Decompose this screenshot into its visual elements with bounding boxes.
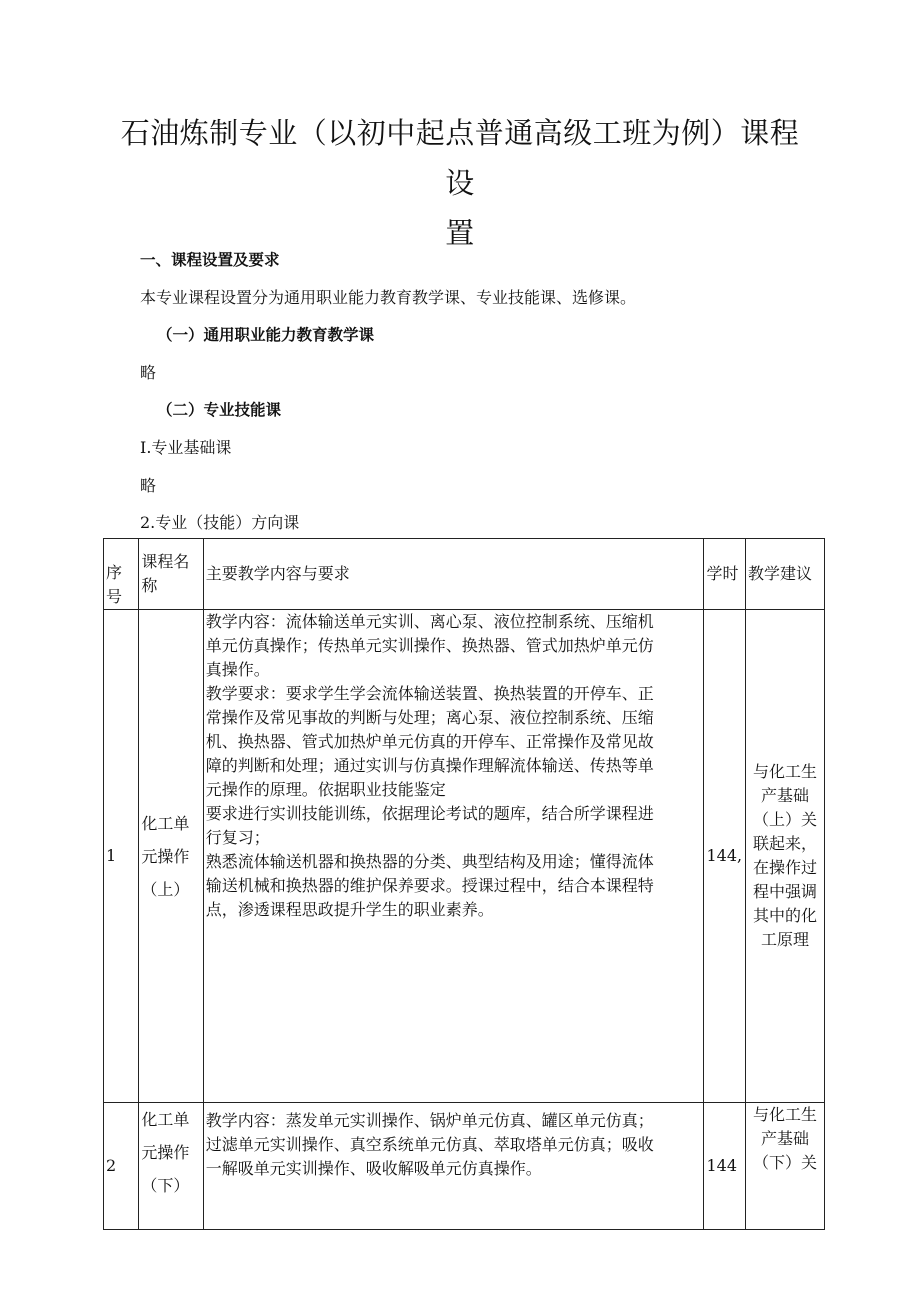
content-line: 元操作的原理。依据职业技能鉴定	[205, 780, 446, 799]
advice-line: 联起来，	[753, 834, 818, 853]
advice-line: 其中的化	[753, 906, 818, 925]
title-line-1: 石油炼制专业（以初中起点普通高级工班为例）课程设	[120, 116, 800, 200]
row-content	[203, 1103, 704, 1230]
table-row	[104, 610, 825, 1103]
header-content: 主要教学内容与要求	[203, 539, 704, 610]
advice-line: 工原理	[761, 930, 810, 949]
content-line: 教学内容：流体输送单元实训、离心泵、液位控制系统、压缩机	[205, 612, 654, 631]
title-line-2: 置	[445, 216, 475, 250]
section-1-1-body: 略	[140, 363, 157, 382]
page-title	[120, 108, 800, 258]
content-line: 点，渗透课程思政提升学生的职业素养。	[205, 900, 494, 919]
advice-line: 与化工生	[753, 762, 818, 781]
row-content	[203, 610, 704, 1103]
row-seq: 2	[104, 1103, 139, 1230]
row-seq: 1	[104, 610, 139, 1103]
advice-line: 程中强调	[753, 882, 818, 901]
table-row	[104, 1103, 825, 1230]
advice-line: 在操作过	[753, 858, 818, 877]
content-line: 行复习；	[205, 828, 270, 847]
content-line: 单元仿真操作；传热单元实训操作、换热器、管式加热炉单元仿	[205, 636, 654, 655]
header-seq: 序号	[104, 539, 139, 610]
section-1-2-2-heading: 2.专业（技能）方向课	[140, 513, 300, 532]
section-1-2-heading: （二）专业技能课	[157, 401, 282, 419]
content-line: 一解吸单元实训操作、吸收解吸单元仿真操作。	[205, 1159, 542, 1178]
content-line: 过滤单元实训操作、真空系统单元仿真、萃取塔单元仿真；吸收	[205, 1135, 654, 1154]
advice-line: 与化工生	[753, 1105, 818, 1124]
advice-line: （上）关	[753, 810, 818, 829]
row-hours: 144,	[704, 610, 746, 1103]
row-advice	[746, 1103, 825, 1230]
header-name: 课程名称	[139, 539, 203, 610]
row-name: 化工单元操作（下）	[139, 1103, 203, 1230]
section-1-body: 本专业课程设置分为通用职业能力教育教学课、专业技能课、选修课。	[140, 288, 637, 307]
content-line: 机、换热器、管式加热炉单元仿真的开停车、正常操作及常见故	[205, 732, 654, 751]
section-1-2-1-body: 略	[140, 476, 157, 495]
section-1-heading: 一、课程设置及要求	[140, 251, 280, 269]
content-line: 输送机械和换热器的维护保养要求。授课过程中，结合本课程特	[205, 876, 654, 895]
table-header-row	[104, 539, 825, 610]
content-line: 障的判断和处理；通过实训与仿真操作理解流体输送、传热等单	[205, 756, 654, 775]
header-advice: 教学建议	[746, 539, 825, 610]
content-line: 真操作。	[205, 660, 270, 679]
content-line: 熟悉流体输送机器和换热器的分类、典型结构及用途；懂得流体	[205, 852, 654, 871]
advice-line: 产基础	[761, 786, 810, 805]
advice-line: 产基础	[761, 1129, 810, 1148]
content-line: 要求进行实训技能训练，依据理论考试的题库，结合所学课程进	[205, 804, 654, 823]
row-hours: 144	[704, 1103, 746, 1230]
row-name: 化工单元操作（上）	[139, 610, 203, 1103]
row-advice	[746, 610, 825, 1103]
content-line: 教学内容：蒸发单元实训操作、锅炉单元仿真、罐区单元仿真；	[205, 1111, 654, 1130]
section-1-2-1-heading: I.专业基础课	[140, 438, 232, 457]
header-hours: 学时	[704, 539, 746, 610]
course-table	[103, 538, 825, 1230]
section-1-1-heading: （一）通用职业能力教育教学课	[157, 326, 375, 344]
advice-line: （下）关	[753, 1153, 818, 1172]
content-line: 教学要求：要求学生学会流体输送装置、换热装置的开停车、正	[205, 684, 654, 703]
content-line: 常操作及常见事故的判断与处理；离心泵、液位控制系统、压缩	[205, 708, 654, 727]
